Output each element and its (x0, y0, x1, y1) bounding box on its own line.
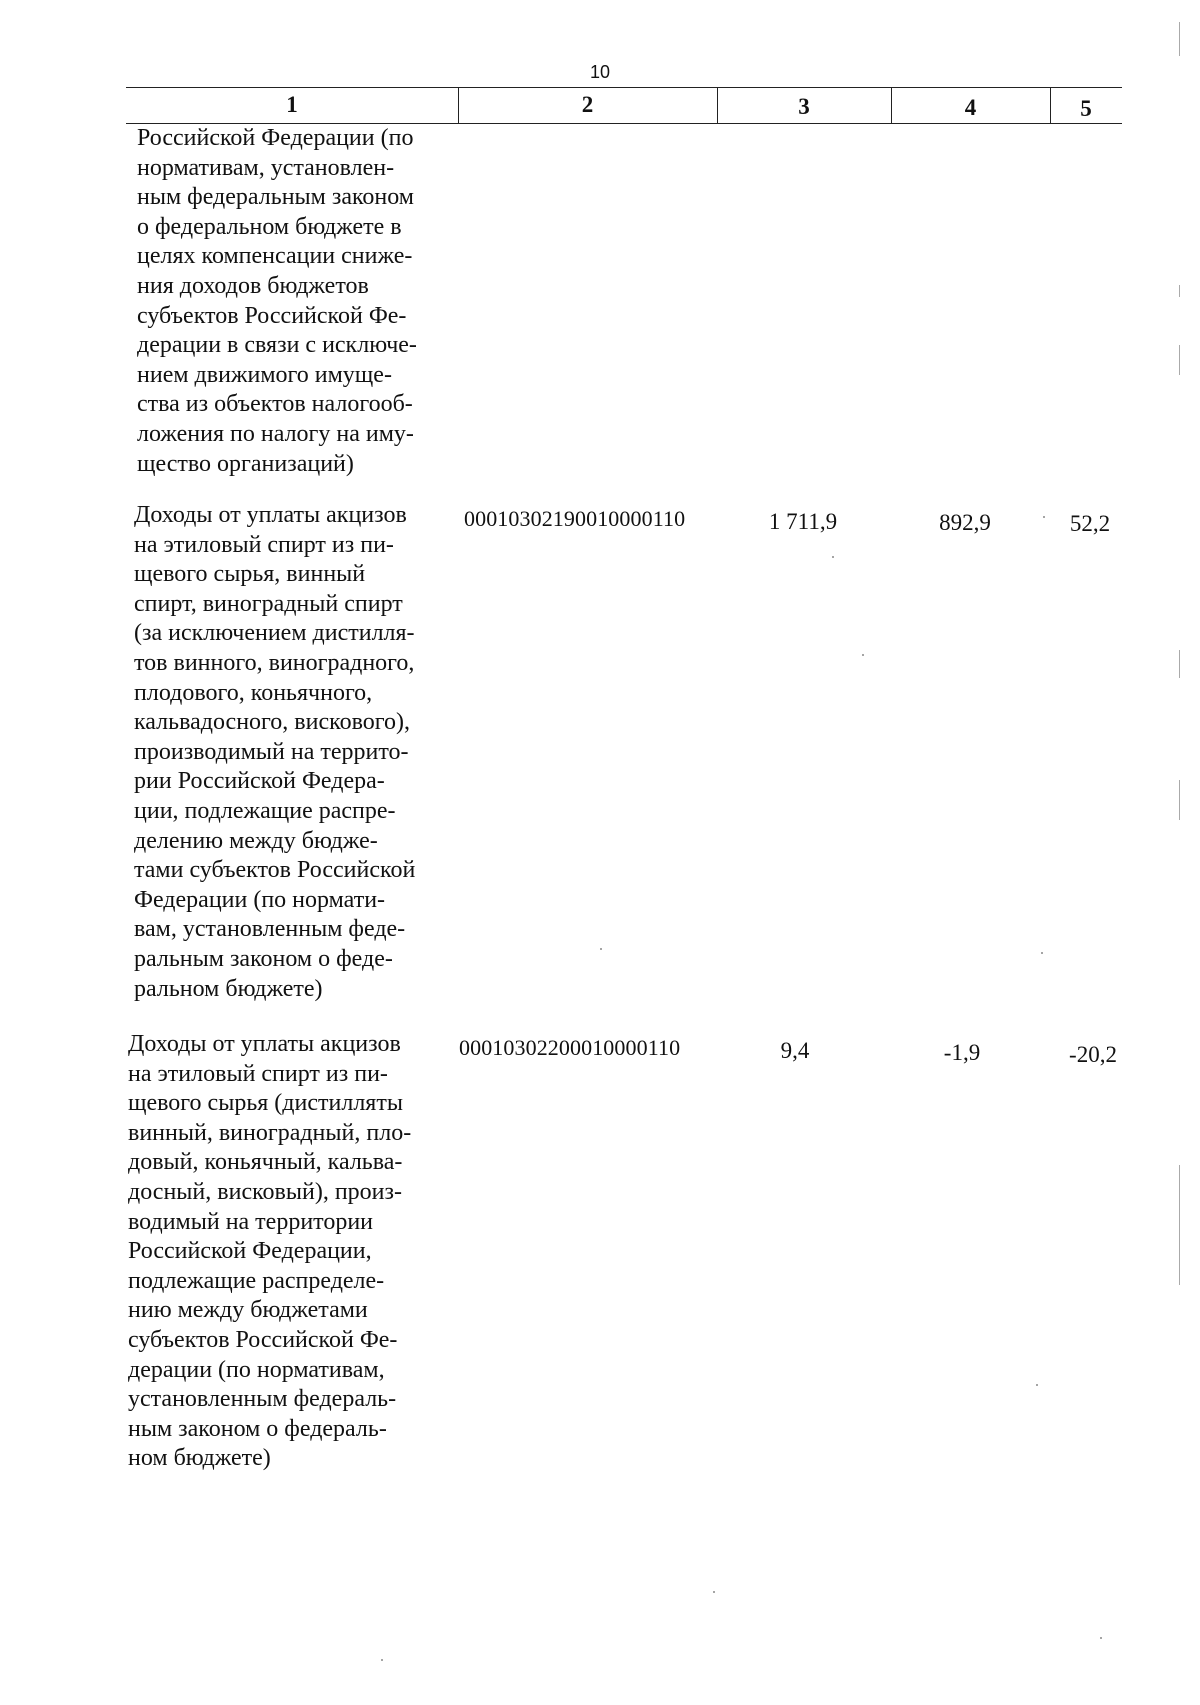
description-line: целях компенсации сниже- (137, 243, 413, 270)
row-description (128, 1030, 450, 1474)
description-line: винный, виноградный, пло- (128, 1119, 412, 1146)
description-line: дерации в связи с исключе- (137, 332, 417, 359)
description-line: плодового, коньячного, (134, 679, 373, 706)
description-line: щевого сырья, винный (134, 561, 366, 588)
value-col-3: 9,4 (780, 1038, 810, 1063)
description-line: ции, подлежащие распре- (134, 797, 396, 824)
description-line: нием движимого имуще- (137, 361, 392, 388)
description-line: ства из объектов налогооб- (137, 391, 413, 418)
scan-speck (1036, 1384, 1038, 1386)
scan-edge-mark (1179, 22, 1180, 56)
header-col-3: 3 (798, 94, 810, 119)
header-col-5: 5 (1080, 96, 1092, 121)
header-col-2: 2 (581, 92, 594, 117)
scan-edge-mark (1179, 285, 1180, 297)
description-line: ложения по налогу на иму- (137, 420, 414, 447)
description-line: дерации (по нормативам, (128, 1356, 385, 1383)
description-line: ния доходов бюджетов (137, 272, 369, 299)
budget-code: 00010302190010000110 (464, 506, 686, 531)
description-line: установленным федераль- (128, 1386, 397, 1413)
budget-code: 00010302200010000110 (459, 1035, 681, 1060)
description-line: тов винного, виноградного, (134, 649, 415, 676)
description-line: нормативам, установлен- (137, 154, 395, 181)
value-col-4: 892,9 (939, 510, 991, 535)
scan-speck (1041, 952, 1043, 954)
description-line: досный, висковый), произ- (128, 1178, 402, 1205)
description-line: рии Российской Федера- (134, 768, 385, 795)
scan-edge-mark (1179, 1165, 1180, 1285)
row-description (137, 124, 459, 479)
description-line: вам, установленным феде- (134, 916, 406, 943)
page-number: 10 (589, 62, 611, 82)
description-line: делению между бюдже- (134, 827, 378, 854)
row-description (134, 501, 456, 1004)
value-col-4: -1,9 (943, 1040, 981, 1065)
scan-speck (832, 556, 834, 558)
value-col-3: 1 711,9 (768, 509, 838, 534)
description-line: на этиловый спирт из пи- (134, 531, 394, 558)
scan-speck (381, 1659, 383, 1661)
description-line: Федерации (по нормати- (134, 886, 386, 913)
description-line: щество организаций) (137, 450, 354, 477)
description-line: тами субъектов Российской (134, 857, 416, 884)
description-line: производимый на террито- (134, 738, 409, 765)
description-line: о федеральном бюджете в (137, 213, 402, 240)
scan-speck (713, 1591, 715, 1593)
value-col-5: -20,2 (1069, 1042, 1117, 1067)
description-line: довый, коньячный, кальва- (128, 1149, 403, 1176)
description-line: водимый на территории (128, 1208, 374, 1235)
description-line: субъектов Российской Фе- (137, 302, 407, 329)
description-line: подлежащие распределе- (128, 1267, 385, 1294)
header-top-rule (126, 87, 1122, 88)
scan-edge-mark (1179, 650, 1180, 678)
description-line: на этиловый спирт из пи- (128, 1060, 388, 1087)
header-col-4: 4 (964, 95, 977, 120)
scan-speck (1100, 1637, 1102, 1639)
value-col-5: 52,2 (1069, 511, 1111, 536)
scan-speck (600, 948, 602, 950)
description-line: субъектов Российской Фе- (128, 1326, 398, 1353)
description-line: Российской Федерации (по (137, 125, 414, 151)
description-line: ном бюджете) (128, 1445, 271, 1472)
description-line: ральном бюджете) (134, 975, 323, 1002)
description-line: ным законом о федераль- (128, 1415, 387, 1442)
scan-edge-mark (1179, 345, 1180, 375)
scan-speck (1043, 516, 1045, 518)
description-line: нию между бюджетами (128, 1297, 368, 1324)
description-line: щевого сырья (дистилляты (128, 1090, 403, 1117)
description-line: спирт, виноградный спирт (134, 590, 403, 617)
description-line: Российской Федерации, (128, 1238, 372, 1265)
description-line: Доходы от уплаты акцизов (128, 1031, 401, 1057)
description-line: ным федеральным законом (137, 184, 414, 211)
scan-speck (862, 654, 864, 656)
description-line: (за исключением дистилля- (134, 620, 415, 647)
description-line: Доходы от уплаты акцизов (134, 502, 407, 528)
scan-edge-mark (1179, 780, 1180, 820)
header-col-1: 1 (286, 92, 298, 117)
description-line: кальвадосного, вискового), (134, 709, 410, 736)
description-line: ральным законом о феде- (134, 945, 393, 972)
